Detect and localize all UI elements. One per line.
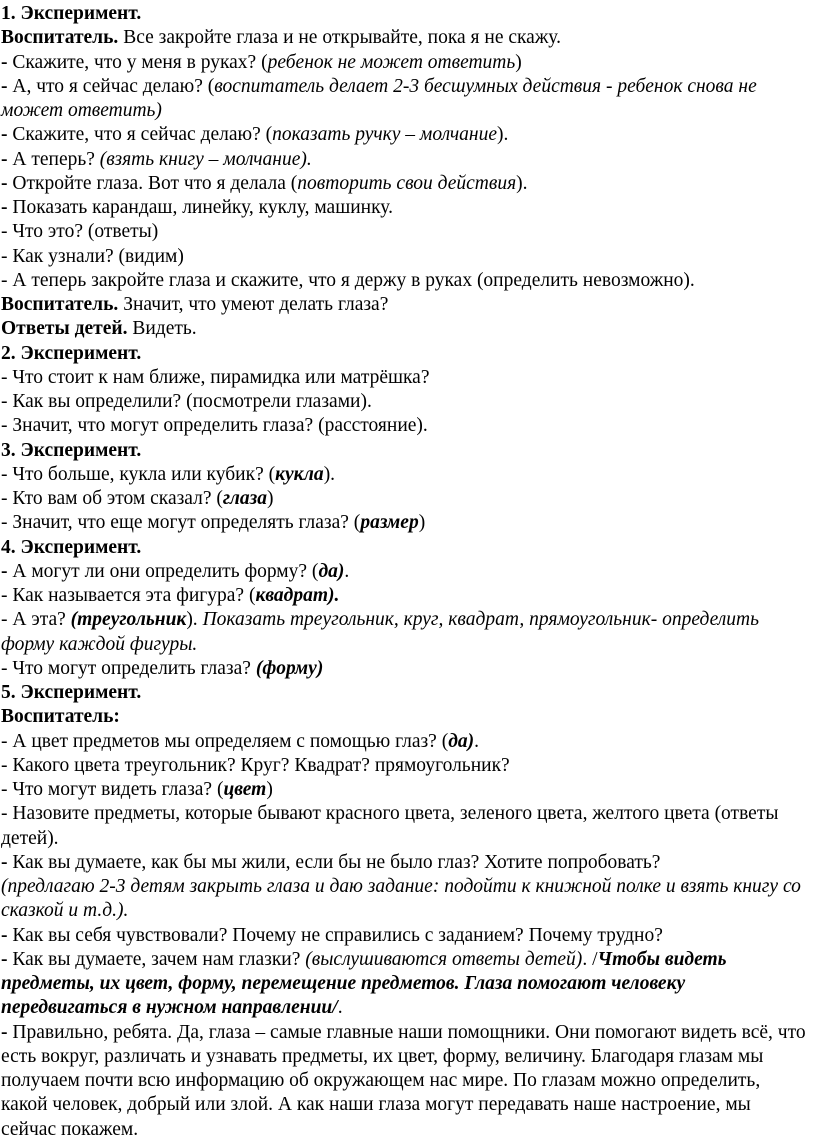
answer: размер [360,512,419,534]
dash: - [1,948,8,970]
speaker-label: Воспитатель: [1,706,120,728]
dash: - [1,51,8,73]
line-text: - Что могут определить глаза? [1,657,256,679]
line-text: ) [515,51,522,73]
line [1,26,808,50]
line-text: Значит, что умеют делать глаза? [118,294,389,315]
line-text: Скажите, что у меня в руках? ( [7,51,268,73]
line [1,196,808,220]
answer: квадрат). [255,585,340,606]
line-text: А могут ли они определить форму? ( [7,560,319,582]
line-text: . [474,730,480,752]
line: - Как вы определили? (посмотрели глазами). [1,391,372,412]
dash: - [1,1021,8,1043]
line-text: ). [516,172,528,194]
line [1,778,808,802]
dash: - [1,197,8,218]
line-text: - Значит, что еще могут определять глаза? ( [1,512,361,534]
line [1,51,808,75]
line [1,172,808,196]
dash: - [1,148,8,170]
line: - Значит, что могут определить глаза? (расстояние). [1,415,428,437]
dash: - [1,924,8,946]
line: - А теперь закройте глаза и скажите, что я держу в руках (определить невозможно). [1,269,695,291]
line-text: - Что больше, кукла или кубик? ( [1,463,276,485]
line-text: Правильно, ребята. Да, глаза – самые главные наши помощники. Они помогают видеть всё, что есть вокруг, различать и узнавать предметы, их цвет, форму, величину. Благодаря глазам мы получаем почти всю информацию об окружающем нас мире. По глазам можно определить, какой человек, добрый или злой. А как наши глаза могут передавать наше настроение, мы сейчас покажем. [1,1021,806,1140]
note: показать ручку – молчание [272,124,498,146]
dash: - [1,172,8,194]
line [1,123,808,147]
line-text: ). [186,609,203,631]
note: (предлагаю 2-3 детям закрыть глаза и даю задание: подойти к книжной полке и взять книгу со сказкой и т.д.). [1,876,801,922]
line [1,317,808,341]
line-text: - Кто вам об этом сказал? ( [1,488,223,509]
line [1,293,808,317]
line [1,924,808,948]
dash: - [1,851,8,873]
line [1,463,808,487]
line [1,584,808,608]
line: - Как узнали? (видим) [1,245,184,267]
note: Показать треугольник, круг, квадрат, прямоугольник- определить форму каждой фигуры. [1,609,759,655]
line [1,948,808,1021]
answer: (форму) [255,657,324,679]
line [1,1021,808,1142]
line-text: Как вы думаете, зачем нам глазки? [7,948,306,970]
answer: глаза [222,488,267,509]
answer: да) [318,560,345,582]
experiment-1-heading: 1. Эксперимент. [1,3,142,24]
answer: Чтобы видеть предметы, их цвет, форму, перемещение предметов. Глаза помогают человеку передвигаться в нужном направлении/ [1,948,727,1019]
note: воспитатель делает 2-3 бесшумных действия - ребенок снова не может ответить) [1,75,757,121]
line-text: Как вы думаете, как бы мы жили, если бы не было глаз? Хотите попробовать? [7,851,661,873]
line [1,608,808,657]
line-text: - А цвет предметов мы определяем с помощью глаз? ( [1,730,449,752]
dash: - [1,560,8,582]
line-text: Откройте глаза. Вот что я делала ( [7,172,298,194]
answer: да) [448,730,475,752]
line-text: А теперь? [7,148,100,170]
answer: цвет [223,779,267,800]
line-text: . [344,560,350,582]
experiment-5-heading: 5. Эксперимент. [1,682,142,703]
line: - Назовите предметы, которые бывают красного цвета, зеленого цвета, желтого цвета (ответы детей). [1,803,779,849]
line-text: . [337,997,343,1019]
line [1,657,808,681]
line-text: А, что я сейчас делаю? ( [7,75,215,97]
line-text: ). [497,124,509,146]
speaker-label: Ответы детей. [1,318,128,340]
line-text: Как вы себя чувствовали? Почему не справились с заданием? Почему трудно? [7,924,663,946]
line [1,851,808,875]
line: - Что стоит к нам ближе, пирамидка или матрёшка? [1,366,430,388]
line-text: - Что могут видеть глаза? ( [1,779,224,800]
note: (взять книгу – молчание). [99,148,312,170]
answer: кукла [275,463,324,485]
experiment-3-heading: 3. Эксперимент. [1,439,142,461]
line [1,487,808,511]
line-text: ) [418,512,426,534]
line: - Что это? (ответы) [1,221,159,243]
line-text: ) [266,488,274,509]
line [1,148,808,172]
line [1,511,808,535]
speaker-label: Воспитатель. [1,27,119,49]
experiment-2-heading: 2. Эксперимент. [1,342,142,364]
line-text: Все закройте глаза и не открывайте, пока я не скажу. [118,27,561,49]
note: (выслушиваются ответы детей) [305,948,583,970]
note: ребенок не может ответить [267,51,516,73]
speaker-label: Воспитатель. [1,294,119,315]
line-text: Видеть. [127,318,197,340]
line-text: . / [582,948,598,970]
experiment-4-heading: 4. Эксперимент. [1,536,142,558]
line [1,730,808,754]
line-text: Скажите, что я сейчас делаю? ( [7,124,273,146]
answer: (треугольник [70,609,187,631]
document [1,2,808,1142]
dash: - [1,124,8,146]
line-text: Показать карандаш, линейку, куклу, машинку. [7,197,393,218]
note: повторить свои действия [297,172,517,194]
line-text: ). [323,463,336,485]
line-text: ) [266,779,273,800]
dash: - [1,75,8,97]
line [1,75,808,124]
line-text: - Как называется эта фигура? ( [1,585,256,606]
line [1,560,808,584]
line-text: - А эта? [1,609,71,631]
line: - Какого цвета треугольник? Круг? Квадрат? прямоугольник? [1,754,510,776]
